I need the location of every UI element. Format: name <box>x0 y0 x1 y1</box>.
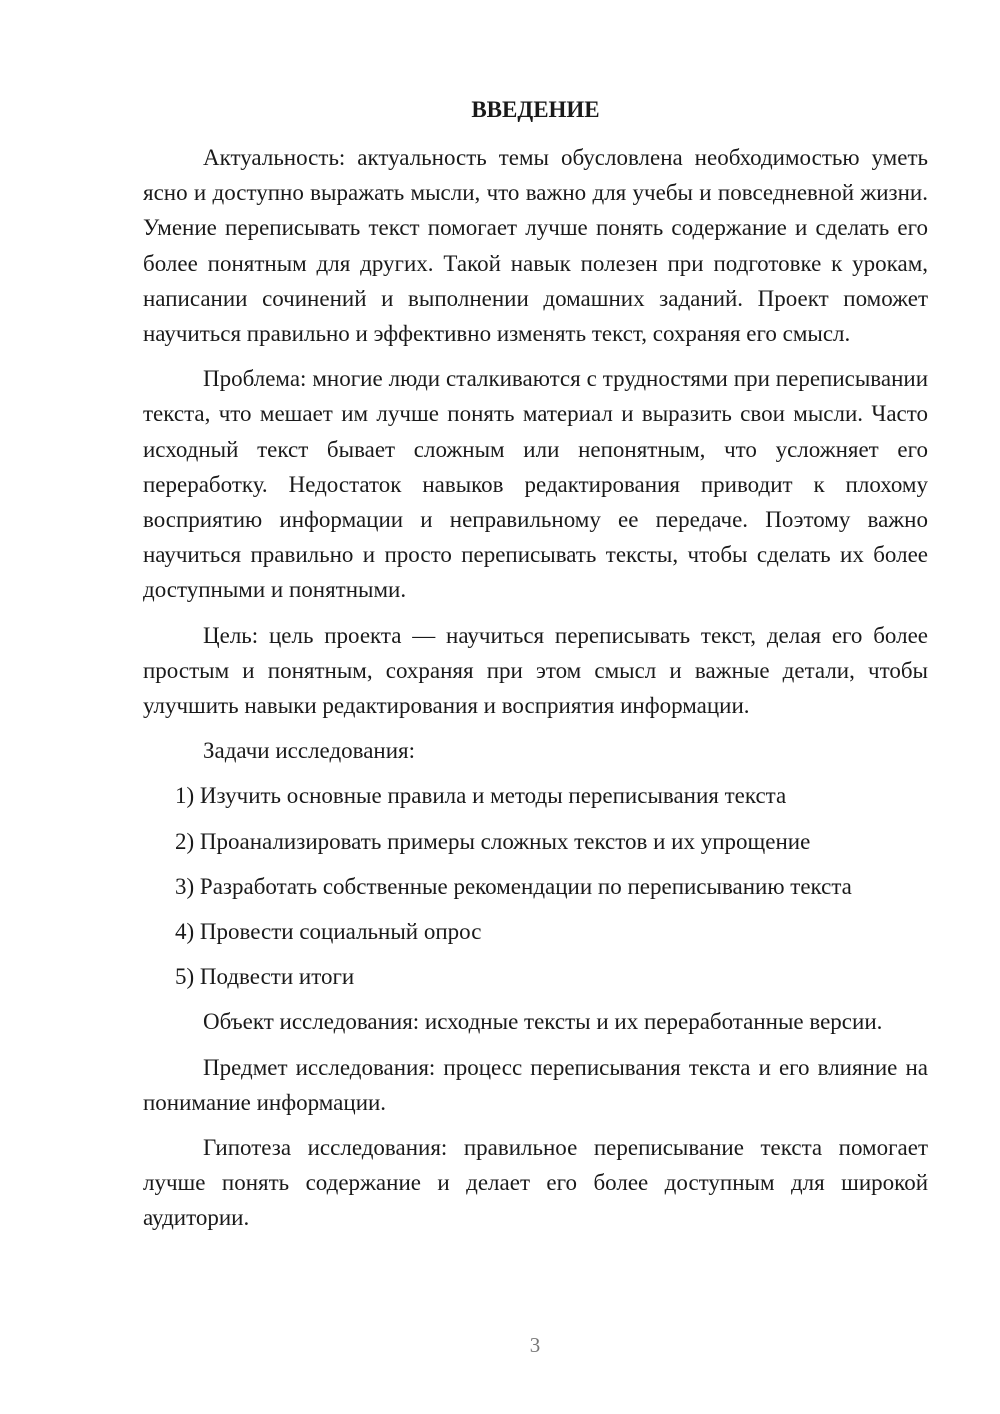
paragraph-hypothesis: Гипотеза исследования: правильное переписывание текста помогает лучше понять содержание и делает его более доступным для широкой аудитории. <box>143 1135 928 1231</box>
paragraph-relevance: Актуальность: актуальность темы обусловлена необходимостью уметь ясно и доступно выражать мысли, что важно для учебы и повседневной жизни. Умение переписывать текст помогает лучше понять содержание и сделать его более понятным для других. Такой навык полезен при подготовке к урокам, написании сочинений и выполнении домашних заданий. Проект поможет научиться правильно и эффективно изменять текст, сохраняя его смысл. <box>143 145 928 347</box>
paragraph-subject: Предмет исследования: процесс переписывания текста и его влияние на понимание информации. <box>143 1054 928 1115</box>
paragraph-problem: Проблема: многие люди сталкиваются с трудностями при переписывании текста, что мешает им лучше понять материал и выразить свои мысли. Часто исходный текст бывает сложным или непонятным, что усложняет его переработку. Недостаток навыков редактирования приводит к плохому восприятию информации и неправильному ее передаче. Поэтому важно научиться правильно и просто переписывать тексты, чтобы сделать их более доступными и понятными. <box>143 366 928 603</box>
page-title: ВВЕДЕНИЕ <box>471 97 600 122</box>
document-page <box>143 92 928 1246</box>
paragraph-object: Объект исследования: исходные тексты и их переработанные версии. <box>203 1009 883 1035</box>
task-list <box>143 778 928 994</box>
page-number: 3 <box>529 1333 541 1357</box>
tasks-heading: Задачи исследования: <box>203 738 416 764</box>
paragraph-goal: Цель: цель проекта — научиться переписывать текст, делая его более простым и понятным, сохраняя при этом смысл и важные детали, чтобы улучшить навыки редактирования и восприятия информации. <box>143 622 928 719</box>
task-item: 4) Провести социальный опрос <box>175 919 482 945</box>
task-item: 1) Изучить основные правила и методы переписывания текста <box>175 783 787 809</box>
task-item: 5) Подвести итоги <box>175 964 355 990</box>
task-item: 2) Проанализировать примеры сложных текстов и их упрощение <box>175 828 811 854</box>
task-item: 3) Разработать собственные рекомендации по переписыванию текста <box>175 873 852 899</box>
